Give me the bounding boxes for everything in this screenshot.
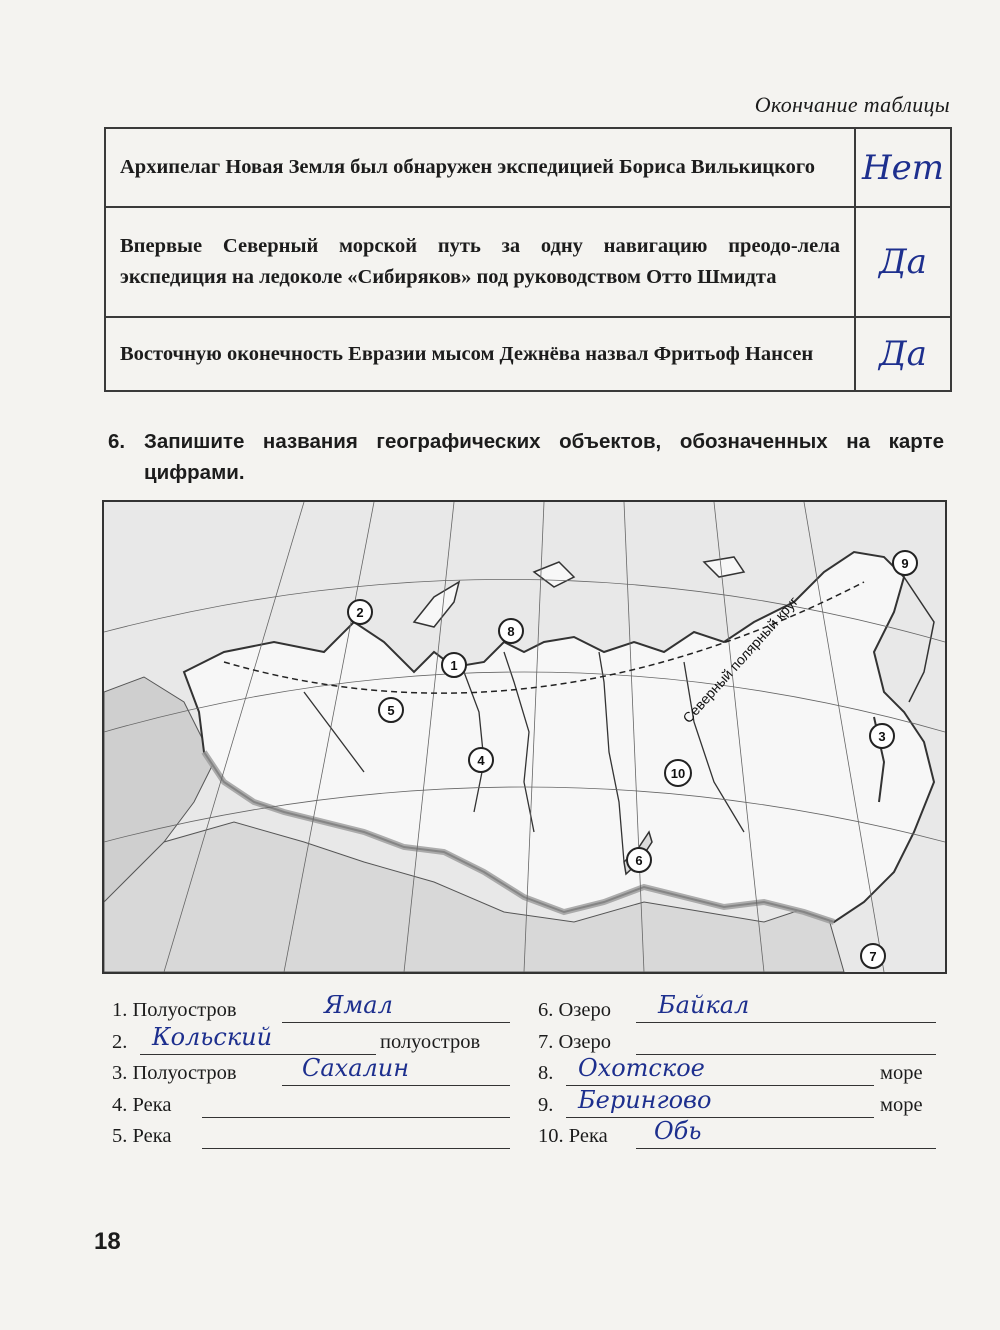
handwritten-answer: Да: [879, 334, 927, 374]
answer-row-5: [112, 1121, 512, 1153]
task-6: [108, 426, 950, 488]
svg-text:2: 2: [356, 605, 364, 620]
answer-suffix: море: [880, 1062, 923, 1084]
handwritten-answer: Байкал: [658, 991, 750, 1019]
answers-left-column: [112, 991, 512, 1153]
write-line[interactable]: [282, 1085, 510, 1086]
map-marker-3: [870, 724, 894, 748]
map-marker-10: [665, 760, 691, 786]
answer-label: 6. Озеро: [538, 999, 612, 1021]
answer-label: 9.: [538, 1093, 554, 1116]
answer-label: 1. Полуостров: [112, 999, 237, 1021]
map-marker-5: [379, 698, 403, 722]
statement-text: Восточную оконечность Евразии мысом Дежнёва назвал Фритьоф Нансен: [105, 317, 855, 391]
table-row: [105, 128, 951, 207]
svg-text:3: 3: [878, 729, 886, 744]
statement-text: Впервые Северный морской путь за одну навигацию преодо-лела экспедиция на ледоколе «Сибиряков» под руководством Отто Шмидта: [105, 207, 855, 317]
answer-cell: [855, 207, 951, 317]
map-marker-8: [499, 619, 523, 643]
answer-cell: [855, 317, 951, 391]
answer-label: 8.: [538, 1062, 554, 1084]
answer-label: 2.: [112, 1030, 128, 1053]
page-number: 18: [94, 1228, 121, 1255]
table-continuation-caption: Окончание таблицы: [754, 92, 950, 117]
answer-row-6: [538, 991, 938, 1027]
write-line[interactable]: [202, 1117, 510, 1118]
table-row: [105, 317, 951, 391]
answer-label: 10. Река: [538, 1125, 608, 1147]
answer-row-3: [112, 1054, 512, 1090]
map-marker-6: [627, 848, 651, 872]
handwritten-answer: Обь: [654, 1117, 702, 1145]
statements-table: [104, 127, 952, 392]
answer-row-4: [112, 1090, 512, 1122]
handwritten-answer: Кольский: [152, 1022, 273, 1051]
map-marker-1: [442, 653, 466, 677]
answer-label: 7. Озеро: [538, 1030, 612, 1053]
handwritten-answer: Нет: [861, 147, 944, 188]
answer-label: 3. Полуостров: [112, 1062, 237, 1084]
svg-text:1: 1: [450, 658, 458, 673]
answer-suffix: полуостров: [380, 1030, 481, 1053]
map-marker-9: [893, 551, 917, 575]
answer-row-9: [538, 1085, 938, 1122]
svg-text:9: 9: [901, 556, 909, 571]
svg-text:8: 8: [507, 624, 515, 639]
svg-text:5: 5: [387, 703, 395, 718]
handwritten-answer: Да: [879, 242, 927, 282]
write-line[interactable]: [566, 1117, 874, 1118]
answers-right-column: [538, 991, 938, 1153]
write-line[interactable]: [636, 1148, 936, 1149]
task-number: 6.: [108, 430, 126, 453]
task-text: Запишите названия географических объектов, обозначенных на карте цифрами.: [144, 430, 944, 484]
handwritten-answer: Ямал: [324, 991, 393, 1019]
svg-text:7: 7: [869, 949, 877, 964]
answer-cell: [855, 128, 951, 207]
map-marker-2: [348, 600, 372, 624]
map-marker-4: [469, 748, 493, 772]
handwritten-answer: Берингово: [578, 1085, 712, 1114]
svg-text:6: 6: [635, 853, 643, 868]
svg-text:10: 10: [670, 766, 686, 781]
write-line[interactable]: [636, 1022, 936, 1023]
answer-label: 5. Река: [112, 1125, 172, 1147]
answer-label: 4. Река: [112, 1093, 172, 1116]
map-marker-7: [861, 944, 885, 968]
answer-row-10: [538, 1117, 938, 1153]
table-row: [105, 207, 951, 317]
arctic-circle-label: Северный полярный круг: [679, 593, 802, 727]
svg-text:4: 4: [477, 753, 485, 768]
answer-suffix: море: [880, 1093, 923, 1116]
write-line[interactable]: [282, 1022, 510, 1023]
russia-outline-map: [102, 500, 947, 974]
statement-text: Архипелаг Новая Земля был обнаружен экспедицией Бориса Вилькицкого: [105, 128, 855, 207]
write-line[interactable]: [202, 1148, 510, 1149]
handwritten-answer: Сахалин: [302, 1054, 410, 1082]
handwritten-answer: Охотское: [578, 1054, 705, 1082]
